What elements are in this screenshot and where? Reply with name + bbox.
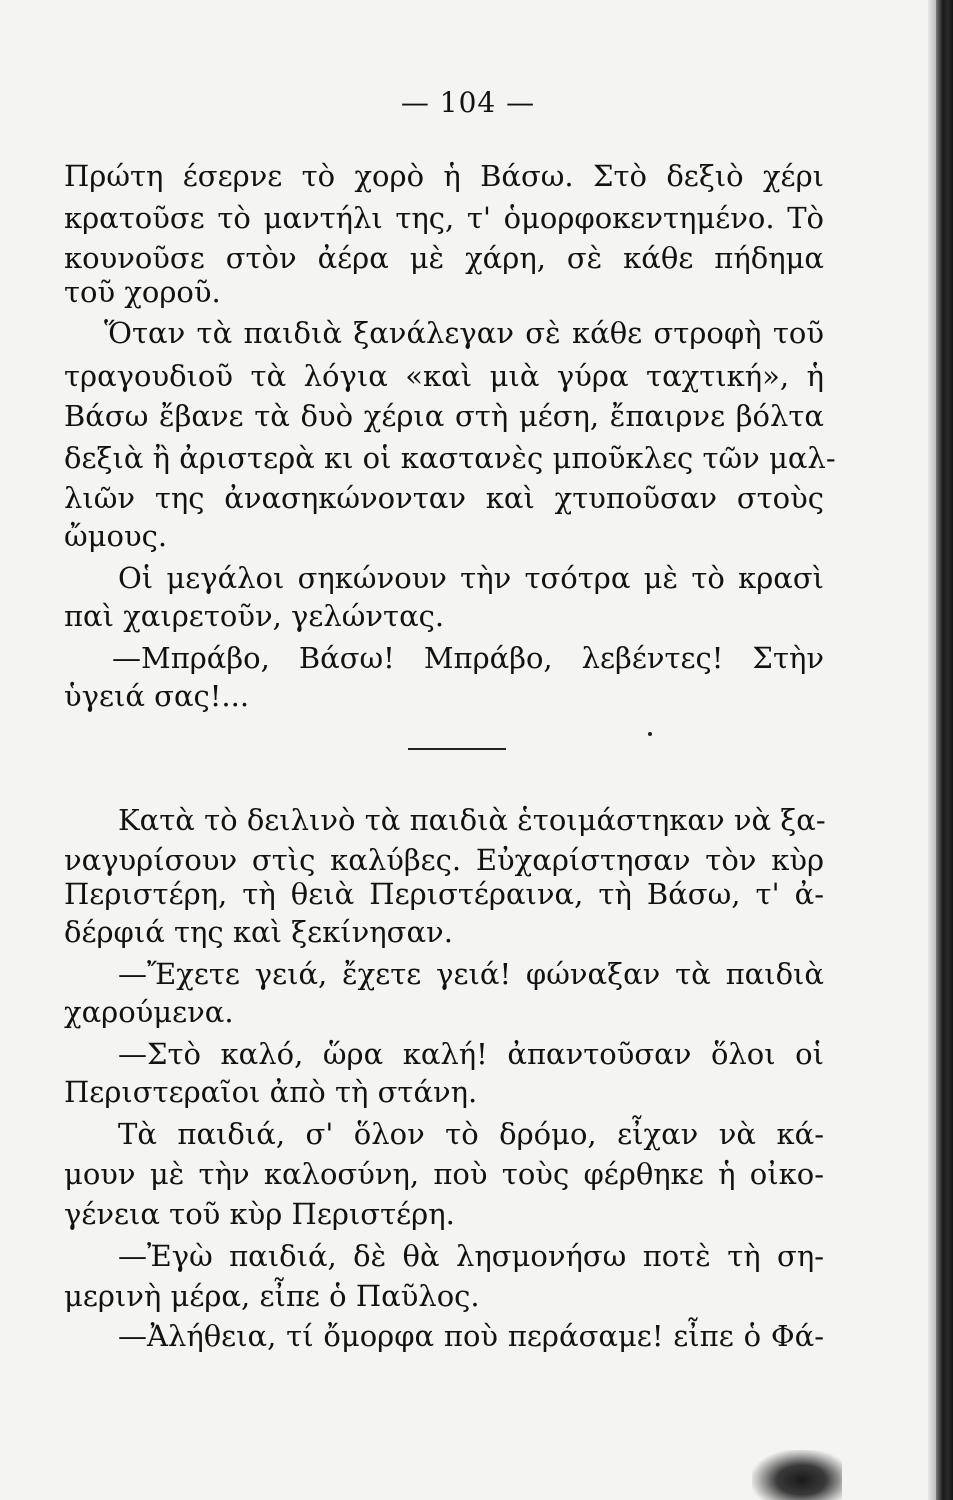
text-line: κουνοῦσε στὸν ἀέρα μὲ χάρη, σὲ κάθε πήδημα bbox=[64, 241, 824, 275]
text-line: χαρούμενα. bbox=[64, 995, 234, 1029]
binding-edge bbox=[936, 0, 953, 1500]
text-line: Περιστέρη, τὴ θειὰ Περιστέραινα, τὴ Βάσω, τ' ἀ- bbox=[64, 877, 824, 911]
ink-smudge bbox=[752, 1450, 842, 1500]
text-line: ὑγειά σας!... bbox=[64, 679, 250, 713]
text-line: παὶ χαιρετοῦν, γελώντας. bbox=[64, 599, 445, 633]
text-line: τοῦ χοροῦ. bbox=[64, 275, 221, 309]
ink-dot bbox=[648, 732, 652, 736]
text-line: Πρώτη έσερνε τὸ χορὸ ἡ Βάσω. Στὸ δεξιὸ χέρι bbox=[64, 159, 824, 193]
text-line: —Ἀλήθεια, τί ὄμορφα ποὺ περάσαμε! εἶπε ὁ Φά- bbox=[118, 1319, 824, 1353]
text-line: Περιστεραῖοι ἀπὸ τὴ στάνη. bbox=[64, 1075, 478, 1109]
text-line: Κατὰ τὸ δειλινὸ τὰ παιδιὰ ἑτοιμάστηκαν νὰ ξα- bbox=[118, 803, 826, 837]
page-edge-shadow bbox=[928, 0, 936, 1500]
text-line: τραγουδιοῦ τὰ λόγια «καὶ μιὰ γύρα ταχτική», ἡ bbox=[64, 359, 824, 393]
page-number: — 104 — bbox=[400, 86, 536, 119]
text-line: Τὰ παιδιά, σ' ὅλον τὸ δρόμο, εἶχαν νὰ κά- bbox=[118, 1117, 824, 1151]
text-line: ναγυρίσουν στὶς καλύβες. Εὐχαρίστησαν τὸν κὺρ bbox=[64, 843, 824, 877]
text-line: δέρφιά της καὶ ξεκίνησαν. bbox=[64, 915, 453, 949]
text-line: δεξιὰ ἢ ἀριστερὰ κι οἱ καστανὲς μποῦκλες τῶν μαλ- bbox=[64, 441, 836, 475]
text-line: Ὅταν τὰ παιδιὰ ξανάλεγαν σὲ κάθε στροφὴ τοῦ bbox=[104, 316, 824, 350]
text-line: γένεια τοῦ κὺρ Περιστέρη. bbox=[64, 1197, 455, 1231]
text-line: Οἱ μεγάλοι σηκώνουν τὴν τσότρα μὲ τὸ κρασὶ bbox=[118, 561, 824, 595]
text-line: —Στὸ καλό, ὥρα καλή! ἀπαντοῦσαν ὅλοι οἱ bbox=[118, 1037, 824, 1071]
section-divider bbox=[408, 748, 506, 750]
text-line: ὤμους. bbox=[64, 519, 168, 553]
text-line: μερινὴ μέρα, εἶπε ὁ Παῦλος. bbox=[64, 1279, 480, 1313]
text-line: λιῶν της ἀνασηκώνονταν καὶ χτυποῦσαν στοὺς bbox=[64, 481, 824, 515]
text-line: —Ἐγὼ παιδιά, δὲ θὰ λησμονήσω ποτὲ τὴ ση- bbox=[118, 1239, 824, 1273]
text-line: Βάσω ἔβανε τὰ δυὸ χέρια στὴ μέση, ἔπαιρνε βόλτα bbox=[64, 399, 824, 433]
text-line: —Ἔχετε γειά, ἔχετε γειά! φώναξαν τὰ παιδιὰ bbox=[118, 957, 824, 991]
text-line: κρατοῦσε τὸ μαντήλι της, τ' ὁμορφοκεντημένο. Τὸ bbox=[64, 201, 824, 235]
text-line: —Μπράβο, Βάσω! Μπράβο, λεβέντες! Στὴν bbox=[112, 641, 824, 675]
text-line: μουν μὲ τὴν καλοσύνη, ποὺ τοὺς φέρθηκε ἡ οἰκο- bbox=[64, 1157, 824, 1191]
